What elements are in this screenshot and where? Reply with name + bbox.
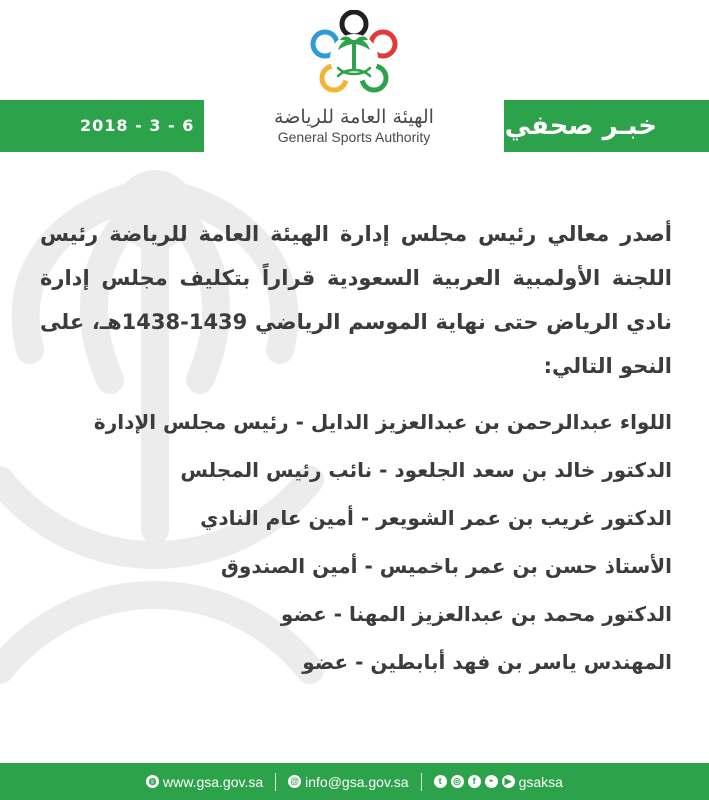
- org-name-english: General Sports Authority: [277, 129, 431, 145]
- snapchat-icon[interactable]: ◓: [485, 775, 498, 788]
- gsa-logo: [308, 10, 400, 102]
- list-item: الأستاذ حسن بن عمر باخميس - أمين الصندوق: [221, 554, 672, 578]
- website-link[interactable]: [146, 774, 263, 790]
- intro-paragraph: أصدر معالي رئيس مجلس إدارة الهيئة العامة للرياضة رئيس اللجنة الأولمبية العربية السعودية قراراً بتكليف مجلس إدارة نادي الرياض حتى نهاية الموسم الرياضي 1439-1438هـ، على النحو التالي:: [40, 222, 672, 378]
- members-list: [40, 398, 672, 686]
- list-item: الدكتور غريب بن عمر الشويعر - أمين عام النادي: [200, 506, 672, 530]
- social-handle: gsaksa: [518, 773, 563, 790]
- footer-bar: [0, 763, 709, 800]
- twitter-icon[interactable]: t: [434, 775, 447, 788]
- press-release-body: [40, 212, 672, 686]
- footer-divider: [275, 773, 276, 791]
- instagram-icon[interactable]: ◎: [451, 775, 464, 788]
- list-item: الدكتور خالد بن سعد الجلعود - نائب رئيس المجلس: [180, 458, 672, 482]
- footer-divider: [421, 773, 422, 791]
- website-text: www.gsa.gov.sa: [163, 773, 264, 790]
- org-name-box: [204, 100, 504, 152]
- facebook-icon[interactable]: f: [468, 775, 481, 788]
- globe-icon: ◍: [146, 775, 159, 788]
- youtube-icon[interactable]: ▶: [502, 775, 515, 788]
- list-item: المهندس ياسر بن فهد أبابطين - عضو: [302, 650, 672, 674]
- social-links[interactable]: [434, 774, 563, 790]
- org-name-arabic: الهيئة العامة للرياضة: [274, 106, 434, 128]
- email-text: info@gsa.gov.sa: [305, 773, 409, 790]
- date: 2018 - 3 - 6: [80, 116, 195, 135]
- list-item: اللواء عبدالرحمن بن عبدالعزيز الدايل - رئيس مجلس الإدارة: [93, 410, 672, 434]
- email-link[interactable]: [288, 774, 408, 790]
- email-icon: @: [288, 775, 301, 788]
- list-item: الدكتور محمد بن عبدالعزيز المهنا - عضو: [280, 602, 672, 626]
- news-label: خبـر صحفي: [504, 111, 657, 141]
